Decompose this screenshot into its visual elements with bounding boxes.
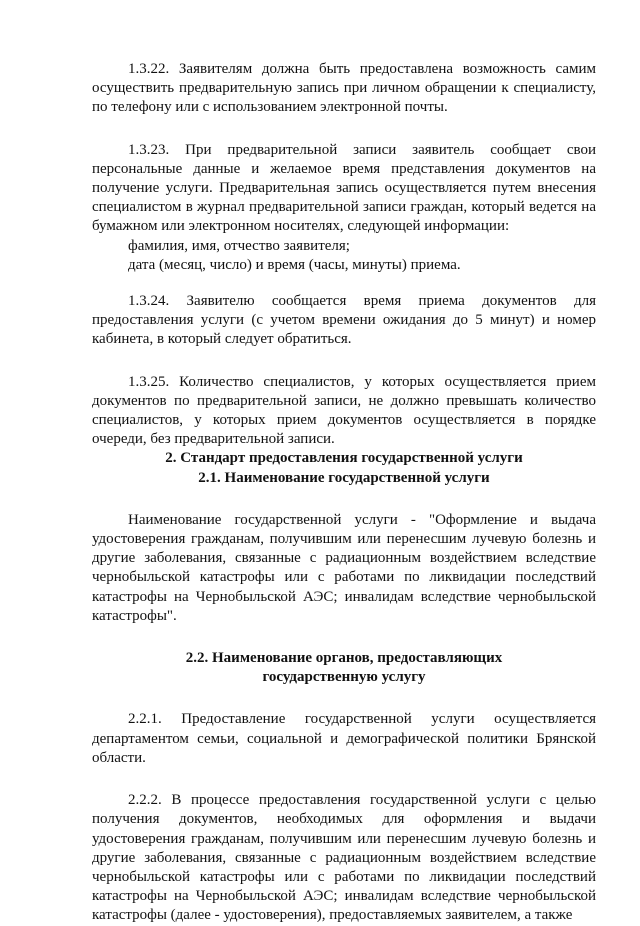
paragraph-1-3-23: 1.3.23. При предварительной записи заявитель сообщает свои персональные данные и желаемое время представления документов на получение услуги. Предварительная запись осуществляется путем внесения специалистом в журнал предварительной записи граждан, который ведется на бумажном или электронном носителях, следующей информации: xyxy=(92,141,596,235)
paragraph-2-1: Наименование государственной услуги - "Оформление и выдача удостоверения гражданам, получившим или перенесшим лучевую болезнь и другие заболевания, связанные с радиационным воздействием вследствие чернобыльской катастрофы или с работами по ликвидации последствий катастрофы на Чернобыльской АЭС; инвалидам вследствие чернобыльской катастрофы". xyxy=(92,511,596,624)
section-heading-2: 2. Стандарт предоставления государственной услуги xyxy=(165,450,523,467)
document-page xyxy=(92,60,596,926)
paragraph-2-2-2: 2.2.2. В процессе предоставления государственной услуги с целью получения документов, необходимых для оформления и выдачи удостоверения гражданам, получившим или перенесшим лучевую болезнь и другие заболевания, связанные с радиационным воздействием вследствие чернобыльской катастрофы или с работами по ликвидации последствий катастрофы на Чернобыльской АЭС; инвалидам вследствие чернобыльской катастрофы (далее - удостоверения), предоставляемых заявителем, а также xyxy=(92,792,596,924)
list-item-fio: фамилия, имя, отчество заявителя; xyxy=(128,237,350,254)
section-heading-2-2-line2: государственную услугу xyxy=(262,669,426,686)
section-heading-2-2-line1: 2.2. Наименование органов, предоставляющих xyxy=(185,650,503,667)
paragraph-1-3-22: 1.3.22. Заявителям должна быть предоставлена возможность самим осуществить предварительную запись при личном обращении к специалисту, по телефону или с использованием электронной почты. xyxy=(92,61,596,116)
list-item-date: дата (месяц, число) и время (часы, минуты) приема. xyxy=(128,256,461,273)
section-heading-2-2 xyxy=(92,649,596,687)
section-heading-2-1: 2.1. Наименование государственной услуги xyxy=(198,469,490,486)
paragraph-2-2-1: 2.2.1. Предоставление государственной услуги осуществляется департаментом семьи, социальной и демографической политики Брянской области. xyxy=(92,711,596,766)
paragraph-1-3-25: 1.3.25. Количество специалистов, у которых осуществляется прием документов по предварительной записи, не должно превышать количество специалистов, у которых прием документов осуществляется в порядке очереди, без предварительной записи. xyxy=(92,373,596,448)
paragraph-1-3-24: 1.3.24. Заявителю сообщается время приема документов для предоставления услуги (с учетом времени ожидания до 5 минут) и номер кабинета, в который следует обратиться. xyxy=(92,293,596,348)
